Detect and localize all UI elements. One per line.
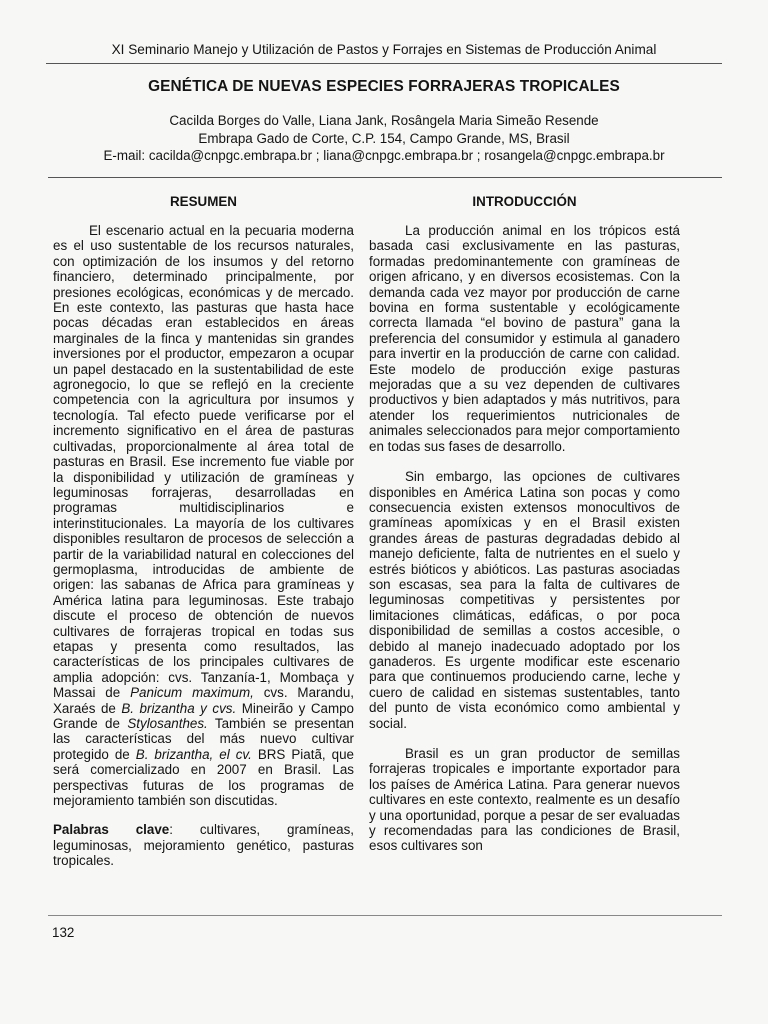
author-names: Cacilda Borges do Valle, Liana Jank, Rosângela Maria Simeão Resende — [169, 113, 599, 128]
header-rule — [46, 63, 722, 64]
resumen-taxon-4: B. brizantha, el cv. — [135, 746, 252, 762]
resumen-taxon-3: Stylosanthes. — [127, 716, 208, 731]
paper-title: GENÉTICA DE NUEVAS ESPECIES FORRAJERAS TROPICALES — [148, 78, 620, 95]
resumen-text-4: También se presentan las características del más nuevo cultivar protegido de — [53, 716, 355, 762]
resumen-text-2: cvs. Marandu, Xaraés de — [53, 685, 354, 716]
resumen-paragraph — [53, 223, 354, 808]
resumen-text-1: El escenario actual en la pecuaria moderna es el uso sustentable de los recursos naturales, con optimización de los insumos y del retorno financiero, determinado principalmente, por presiones ecológicas, económicas y de mercado. En este contexto, las pasturas que hasta hace pocas décadas eran establecidos en áreas marginales de la finca y mantenidas sin grandes inversiones por el productor, empezaron a ocupar un papel destacado en la sustentabilidad de este agronegocio, lo que se reflejó en la creciente competencia con la agricultura por insumos y tecnología. Tal efecto puede verificarse por el incremento significativo en el área de pasturas cultivadas, proporcionalmente al área total de pasturas en Brasil. Ese incremento fue viable por la disponibilidad y utilización de gramíneas y leguminosas forrajeras, desarrolladas en programas multidisciplinarios e interinstitucionales. La mayoría de los cultivares disponibles resultaron de procesos de selección a partir de la variabilidad natural en colecciones del germoplasma, introducidas de ambiente de origen: las sabanas de Africa para gramíneas y América latina para leguminosas. Este trabajo discute el proceso de obtención de nuevos cultivares de forrajeras tropical en todas sus etapas y presenta como resultados, las características de los principales cultivares de amplia adopción: cvs. Tanzanía-1, Mombaça y Massai de — [53, 223, 354, 701]
author-emails: E-mail: cacilda@cnpgc.embrapa.br ; liana@cnpgc.embrapa.br ; rosangela@cnpgc.embrapa.br — [103, 148, 665, 163]
keywords-text: : cultivares, gramíneas, leguminosas, mejoramiento genético, pasturas tropicales. — [53, 822, 354, 869]
section-rule — [48, 177, 722, 178]
author-affiliation: Embrapa Gado de Corte, C.P. 154, Campo Grande, MS, Brasil — [198, 130, 570, 146]
intro-paragraph-3: Brasil es un gran productor de semillas forrajeras tropicales e importante exportador para los países de América Latina. Para generar nuevos cultivares en este contexto, realmente es un desafío y una oportunidad, porque a pesar de ser evaluadas y recomendadas para las condiciones de Brasil, esos cultivares son — [369, 746, 680, 854]
running-header: XI Seminario Manejo y Utilización de Pastos y Forrajes en Sistemas de Producción Animal — [111, 42, 657, 57]
footer-rule — [48, 915, 722, 916]
author-block — [0, 112, 768, 165]
resumen-text-3: Mineirão y Campo Grande de — [53, 700, 354, 731]
page-number: 132 — [52, 925, 75, 940]
intro-paragraph-2: Sin embargo, las opciones de cultivares disponibles en América Latina son pocas y como consecuencia existen extensos monocultivos de gramíneas apomíxicas y en el Brasil existen grandes áreas de pasturas degradadas debido al manejo deficiente, falta de nutrientes en el suelo y estrés bióticos y abióticos. Las pasturas asociadas son escasas, sea para la falta de cultivares de leguminosas competitivas y persistentes por limitaciones climáticas, edáficas, o por poca disponibilidad de semillas a costos accesible, o debido al manejo inadecuado adoptado por los ganaderos. Es urgente modificar este escenario para que continuemos produciendo carne, leche y cuero de calidad en sistemas sustentables, tanto del punto de vista económico como ambiental y social. — [369, 469, 680, 731]
resumen-text-5: BRS Piatã, que será comercializado en 2007 en Brasil. Las perspectivas futuras de los programas de mejoramiento también son discutidas. — [53, 746, 354, 809]
resumen-column — [53, 194, 354, 869]
resumen-taxon-1: Panicum maximum, — [130, 685, 254, 701]
resumen-heading: RESUMEN — [170, 194, 237, 209]
introduccion-column — [369, 194, 680, 854]
intro-paragraph-1: La producción animal en los trópicos está basada casi exclusivamente en las pasturas, formadas predominantemente con gramíneas de origen africano, y en diversos ecosistemas. Con la demanda cada vez mayor por producción de carne bovina en forma sustentable y ecológicamente correcta llamada “el bovino de pastura” gana la preferencia del consumidor y estimula al ganadero para invertir en la producción de carne con calidad. Este modelo de producción exige pasturas mejoradas que a su vez dependen de cultivares productivos y bien adaptados y más nutritivos, para atender los requerimientos nutricionales de animales seleccionados para mejor comportamiento en todas sus fases de desarrollo. — [369, 223, 680, 454]
keywords-paragraph — [53, 822, 354, 868]
keywords-label: Palabras clave — [53, 822, 170, 838]
resumen-taxon-2: B. brizantha y cvs. — [121, 700, 237, 716]
introduccion-heading: INTRODUCCIÓN — [472, 194, 577, 209]
